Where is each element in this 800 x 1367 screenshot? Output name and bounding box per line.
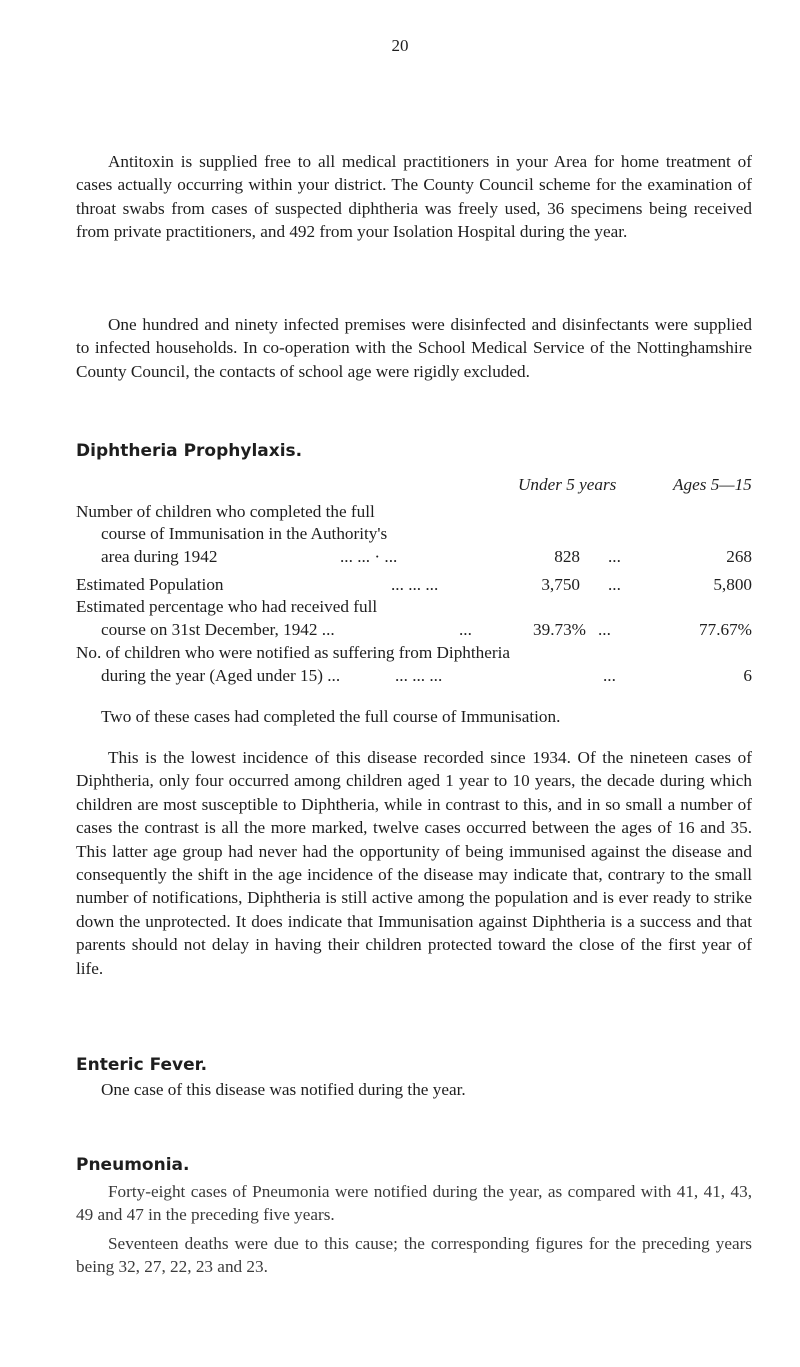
paragraph-pneumonia-cases: Forty-eight cases of Pneumonia were notified during the year, as compared with 41, 41, 43, 49 and 47 in the preceding five years. xyxy=(76,1182,752,1225)
heading-diphtheria-prophylaxis: Diphtheria Prophylaxis. xyxy=(76,441,303,461)
row1-value-under-5: 828 xyxy=(554,547,580,566)
row2-leader-dots: ... ... ... xyxy=(391,575,439,594)
row3-mid-dots: ... xyxy=(598,620,611,639)
heading-enteric-fever: Enteric Fever. xyxy=(76,1055,208,1075)
row1-label-line3: area during 1942 xyxy=(101,547,218,566)
row4-label-line1: No. of children who were notified as suffering from Diphtheria xyxy=(76,643,511,662)
row1-leader-dots: ... ... · ... xyxy=(340,547,398,566)
row4-leader-dots: ... ... ... xyxy=(395,666,443,685)
row3-leader-dots: ... xyxy=(459,620,472,639)
row2-mid-dots: ... xyxy=(608,575,621,594)
row3-label-line2: course on 31st December, 1942 ... xyxy=(101,620,335,639)
row2-label: Estimated Population xyxy=(76,575,224,594)
row4-mid-dots: ... xyxy=(603,666,616,685)
heading-pneumonia: Pneumonia. xyxy=(76,1155,190,1175)
paragraph-enteric: One case of this disease was notified during the year. xyxy=(101,1080,466,1099)
row1-label-line2: course of Immunisation in the Authority's xyxy=(101,524,388,543)
row1-label-line1: Number of children who completed the full xyxy=(76,502,375,521)
row1-mid-dots: ... xyxy=(608,547,621,566)
row3-value-ages-5-15: 77.67% xyxy=(699,620,752,639)
paragraph-lowest-incidence: This is the lowest incidence of this disease recorded since 1934. Of the nineteen cases of Diphtheria, only four occurred among children aged 1 year to 10 years, the decade during which children are most susceptible to Diphtheria, while in contrast to this, and in so small a number of cases the contrast is all the more marked, twelve cases occurred between the ages of 16 and 35. This latter age group had never had the opportunity of being immunised against the disease and consequently the shift in the age incidence of the disease may indicate that, contrary to the small number of notifications, Diphtheria is still active among the population and is ever ready to strike down the unprotected. It does indicate that Immunisation against Diphtheria is a success and that parents should not delay in having their children protected toward the close of the first year of life. xyxy=(76,748,752,978)
row3-label-line1: Estimated percentage who had received full xyxy=(76,597,378,616)
paragraph-disinfection: One hundred and ninety infected premises were disinfected and disinfectants were supplied to infected households. In co-operation with the School Medical Service of the Nottinghamshire County Council, the contacts of school age were rigidly excluded. xyxy=(76,315,752,381)
row3-value-under-5: 39.73% xyxy=(533,620,586,639)
column-header-ages-5-15: Ages 5—15 xyxy=(673,475,752,494)
row4-value: 6 xyxy=(743,666,752,685)
row4-label-line2: during the year (Aged under 15) ... xyxy=(101,666,341,685)
paragraph-two-cases: Two of these cases had completed the full course of Immunisation. xyxy=(101,707,561,726)
row1-value-ages-5-15: 268 xyxy=(726,547,752,566)
page-number: 20 xyxy=(391,36,409,55)
column-header-under-5: Under 5 years xyxy=(518,475,617,494)
paragraph-antitoxin: Antitoxin is supplied free to all medical practitioners in your Area for home treatment of cases actually occurring within your district. The County Council scheme for the examination of throat swabs from cases of suspected diphtheria was freely used, 36 specimens being received from private practitioners, and 492 from your Isolation Hospital during the year. xyxy=(76,152,752,242)
row2-value-ages-5-15: 5,800 xyxy=(713,575,752,594)
row2-value-under-5: 3,750 xyxy=(541,575,580,594)
paragraph-pneumonia-deaths: Seventeen deaths were due to this cause; the corresponding figures for the preceding years being 32, 27, 22, 23 and 23. xyxy=(76,1234,752,1277)
